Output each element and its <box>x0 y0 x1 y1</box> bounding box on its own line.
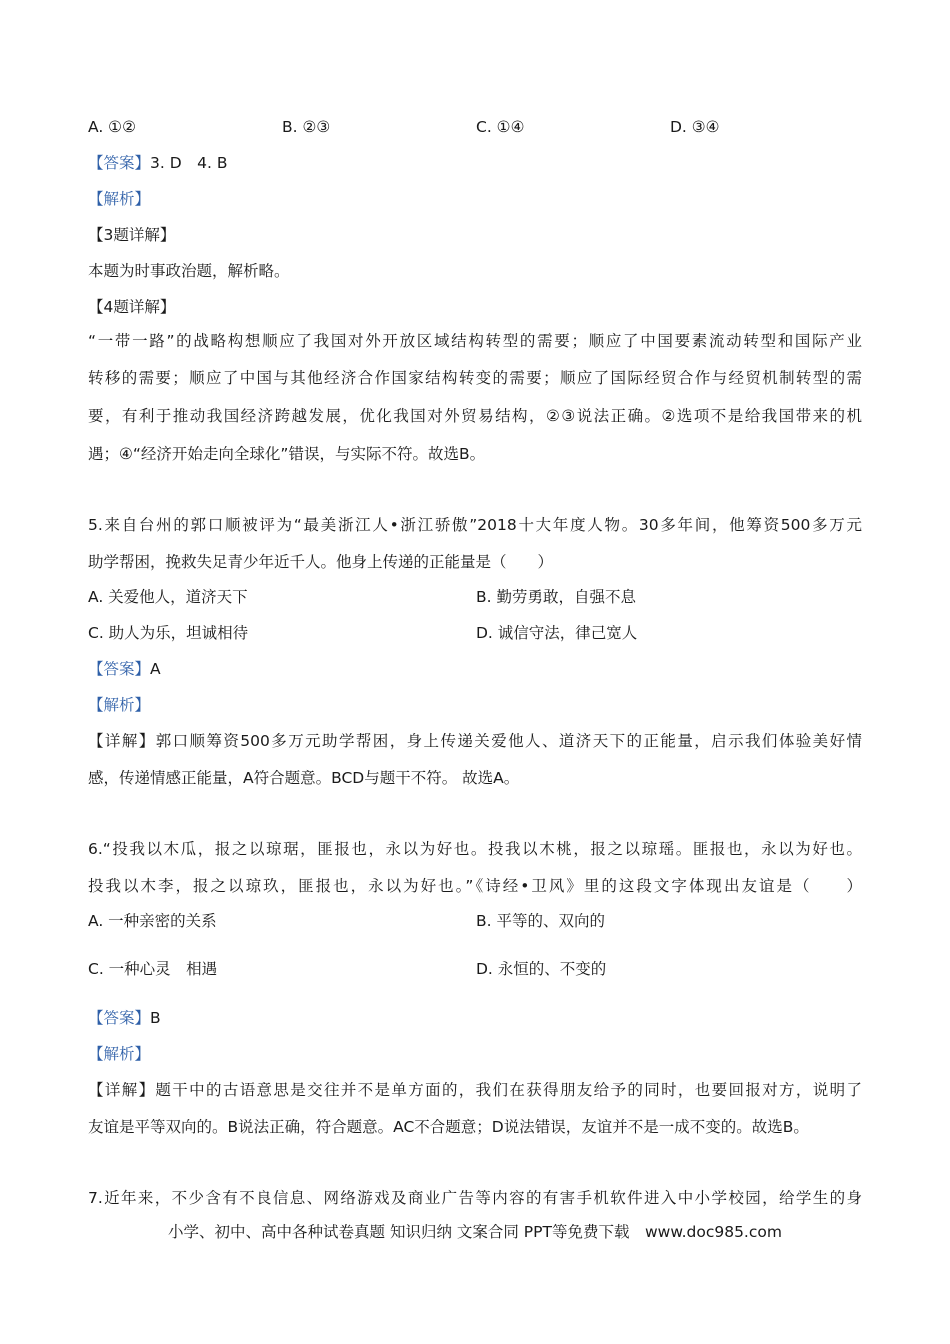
q5-analysis-tag: 【解析】 <box>88 696 151 714</box>
q6-option-b: B. 平等的、双向的 <box>476 912 605 930</box>
detail-text: 郭口顺筹资500多万元助学帮困，身上传递关爱他人、道济天下的正能量，启示我们体验美好情 <box>155 732 862 750</box>
option-c: C. ①④ <box>476 118 525 136</box>
q6-detail-line: 友谊是平等双向的。B说法正确，符合题意。AC不合题意；D说法错误，友谊并不是一成不变的。故选B。 <box>88 1118 809 1136</box>
q6-option-a: A. 一种亲密的关系 <box>88 912 217 930</box>
answer-line <box>88 153 228 173</box>
q6-option-d: D. 永恒的、不变的 <box>476 960 607 978</box>
q5-stem-line: 助学帮困，挽救失足青少年近千人。他身上传递的正能量是（ ） <box>88 553 554 571</box>
answer-tag: 【答案】 <box>88 660 151 678</box>
q4-detail-line: 要，有利于推动我国经济跨越发展，优化我国对外贸易结构，②③说法正确。②选项不是给我国带来的机 <box>88 407 862 425</box>
q3-detail-text: 本题为时事政治题，解析略。 <box>88 262 290 280</box>
q5-option-b: B. 勤劳勇敢，自强不息 <box>476 588 636 606</box>
q5-option-d: D. 诚信守法，律己宽人 <box>476 624 638 642</box>
q6-stem-line: 投我以木李，报之以琼玖，匪报也，永以为好也。”《诗经•卫风》里的这段文字体现出友谊是（ ） <box>88 877 862 895</box>
q5-detail-line: 感，传递情感正能量，A符合题意。BCD与题干不符。 故选A。 <box>88 769 520 787</box>
answer-tag: 【答案】 <box>88 154 151 172</box>
q5-option-c: C. 助人为乐，坦诚相待 <box>88 624 249 642</box>
q5-answer-line <box>88 659 161 679</box>
q3-detail-heading: 【3题详解】 <box>88 226 176 244</box>
answer-value: 3. D 4. B <box>150 154 228 172</box>
answer-value: A <box>150 660 161 678</box>
answer-value: B <box>150 1009 161 1027</box>
q6-detail-line <box>88 1080 862 1100</box>
q6-answer-line <box>88 1008 161 1028</box>
page-footer: 小学、初中、高中各种试卷真题 知识归纳 文案合同 PPT等免费下载 www.doc985.com <box>168 1223 782 1241</box>
q4-detail-line: “一带一路”的战略构想顺应了我国对外开放区域结构转型的需要；顺应了中国要素流动转型和国际产业 <box>88 332 862 350</box>
q5-stem-line: 5.来自台州的郭口顺被评为“最美浙江人•浙江骄傲”2018十大年度人物。30多年间，他筹资500多万元 <box>88 516 862 534</box>
detail-tag: 【详解】 <box>88 732 156 750</box>
q7-stem-line: 7.近年来，不少含有不良信息、网络游戏及商业广告等内容的有害手机软件进入中小学校园，给学生的身 <box>88 1189 862 1207</box>
analysis-tag: 【解析】 <box>88 190 151 208</box>
detail-tag: 【详解】 <box>88 1081 156 1099</box>
q4-detail-line: 转移的需要；顺应了中国与其他经济合作国家结构转变的需要；顺应了国际经贸合作与经贸机制转型的需 <box>88 369 862 387</box>
q6-option-c: C. 一种心灵 相遇 <box>88 960 218 978</box>
detail-text: 题干中的古语意思是交往并不是单方面的，我们在获得朋友给予的同时，也要回报对方，说明了 <box>155 1081 862 1099</box>
q6-analysis-tag: 【解析】 <box>88 1045 151 1063</box>
answer-tag: 【答案】 <box>88 1009 151 1027</box>
option-d: D. ③④ <box>670 118 720 136</box>
q4-detail-heading: 【4题详解】 <box>88 298 176 316</box>
option-b: B. ②③ <box>282 118 331 136</box>
q4-detail-line: 遇；④“经济开始走向全球化”错误，与实际不符。故选B。 <box>88 445 486 463</box>
q5-detail-line <box>88 731 862 751</box>
q6-stem-line: 6.“投我以木瓜，报之以琼琚，匪报也，永以为好也。投我以木桃，报之以琼瑶。匪报也，永以为好也。 <box>88 840 862 858</box>
option-a: A. ①② <box>88 118 136 136</box>
q5-option-a: A. 关爱他人，道济天下 <box>88 588 248 606</box>
